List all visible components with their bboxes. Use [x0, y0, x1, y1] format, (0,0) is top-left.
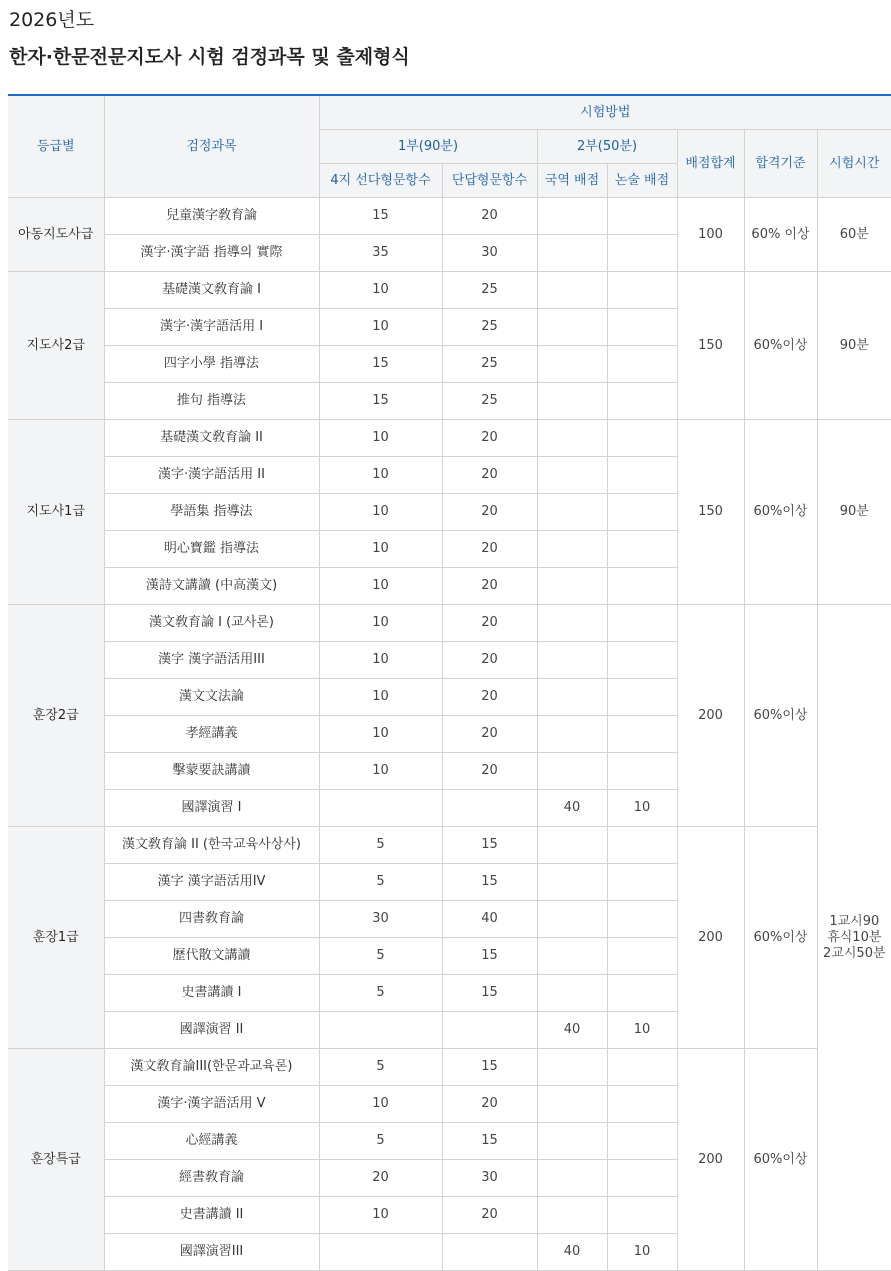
total-score-cell: 200 — [677, 1049, 744, 1271]
header-time: 시험시간 — [817, 130, 891, 198]
short-count-cell: 20 — [442, 642, 537, 679]
grade-cell: 훈장1급 — [8, 827, 104, 1049]
grade-cell: 지도사2급 — [8, 272, 104, 420]
subject-cell: 國譯演習 II — [104, 1012, 319, 1049]
pass-criteria-cell: 60%이상 — [744, 272, 817, 420]
translation-score-cell — [537, 975, 607, 1012]
short-count-cell: 20 — [442, 494, 537, 531]
mc-count-cell: 10 — [319, 716, 442, 753]
translation-score-cell: 40 — [537, 790, 607, 827]
subject-cell: 明心寶鑑 指導法 — [104, 531, 319, 568]
essay-score-cell — [607, 531, 677, 568]
mc-count-cell — [319, 790, 442, 827]
essay-score-cell — [607, 420, 677, 457]
mc-count-cell: 5 — [319, 864, 442, 901]
mc-count-cell: 5 — [319, 827, 442, 864]
subject-cell: 漢字·漢字語活用 V — [104, 1086, 319, 1123]
essay-score-cell — [607, 753, 677, 790]
mc-count-cell: 10 — [319, 272, 442, 309]
mc-count-cell: 5 — [319, 975, 442, 1012]
header-subject: 검정과목 — [104, 95, 319, 198]
header-essay: 논술 배점 — [607, 164, 677, 198]
translation-score-cell — [537, 827, 607, 864]
subject-cell: 基礎漢文敎育論 II — [104, 420, 319, 457]
short-count-cell: 20 — [442, 1086, 537, 1123]
short-count-cell — [442, 1012, 537, 1049]
exam-table-body — [8, 198, 891, 1271]
short-count-cell — [442, 790, 537, 827]
translation-score-cell — [537, 346, 607, 383]
translation-score-cell — [537, 1086, 607, 1123]
subject-cell: 心經講義 — [104, 1123, 319, 1160]
mc-count-cell: 10 — [319, 494, 442, 531]
essay-score-cell — [607, 716, 677, 753]
mc-count-cell: 15 — [319, 383, 442, 420]
table-row — [8, 827, 891, 864]
mc-count-cell: 30 — [319, 901, 442, 938]
mc-count-cell: 15 — [319, 346, 442, 383]
pass-criteria-cell: 60%이상 — [744, 827, 817, 1049]
subject-cell: 兒童漢字敎育論 — [104, 198, 319, 235]
short-count-cell — [442, 1234, 537, 1271]
translation-score-cell — [537, 1197, 607, 1234]
mc-count-cell: 5 — [319, 1049, 442, 1086]
subject-cell: 學語集 指導法 — [104, 494, 319, 531]
short-count-cell: 20 — [442, 1197, 537, 1234]
grade-cell: 지도사1급 — [8, 420, 104, 605]
translation-score-cell: 40 — [537, 1234, 607, 1271]
subject-cell: 推句 指導法 — [104, 383, 319, 420]
table-row — [8, 420, 891, 457]
exam-time-cell: 90분 — [817, 272, 891, 420]
short-count-cell: 25 — [442, 309, 537, 346]
short-count-cell: 30 — [442, 1160, 537, 1197]
subject-cell: 漢文敎育論 I (교사론) — [104, 605, 319, 642]
essay-score-cell — [607, 1086, 677, 1123]
mc-count-cell: 20 — [319, 1160, 442, 1197]
essay-score-cell: 10 — [607, 1234, 677, 1271]
total-score-cell: 200 — [677, 827, 744, 1049]
exam-time-cell: 60분 — [817, 198, 891, 272]
essay-score-cell: 10 — [607, 790, 677, 827]
table-row — [8, 605, 891, 642]
translation-score-cell — [537, 272, 607, 309]
essay-score-cell — [607, 864, 677, 901]
grade-cell: 아동지도사급 — [8, 198, 104, 272]
essay-score-cell — [607, 1160, 677, 1197]
mc-count-cell — [319, 1234, 442, 1271]
essay-score-cell — [607, 198, 677, 235]
mc-count-cell: 5 — [319, 1123, 442, 1160]
translation-score-cell — [537, 568, 607, 605]
short-count-cell: 15 — [442, 938, 537, 975]
translation-score-cell — [537, 901, 607, 938]
mc-count-cell: 15 — [319, 198, 442, 235]
total-score-cell: 150 — [677, 420, 744, 605]
translation-score-cell — [537, 457, 607, 494]
header-part2: 2부(50분) — [537, 130, 677, 164]
subject-cell: 漢字 漢字語活用IV — [104, 864, 319, 901]
translation-score-cell: 40 — [537, 1012, 607, 1049]
exam-time-shared-cell — [817, 605, 891, 1271]
essay-score-cell — [607, 901, 677, 938]
translation-score-cell — [537, 420, 607, 457]
essay-score-cell — [607, 975, 677, 1012]
mc-count-cell: 10 — [319, 605, 442, 642]
short-count-cell: 25 — [442, 346, 537, 383]
short-count-cell: 15 — [442, 975, 537, 1012]
subject-cell: 擊蒙要訣講讀 — [104, 753, 319, 790]
mc-count-cell: 10 — [319, 420, 442, 457]
short-count-cell: 25 — [442, 383, 537, 420]
mc-count-cell: 10 — [319, 531, 442, 568]
mc-count-cell: 35 — [319, 235, 442, 272]
total-score-cell: 100 — [677, 198, 744, 272]
short-count-cell: 15 — [442, 1123, 537, 1160]
mc-count-cell: 10 — [319, 753, 442, 790]
subject-cell: 漢字 漢字語活用III — [104, 642, 319, 679]
header-mc: 4지 선다형문항수 — [319, 164, 442, 198]
short-count-cell: 40 — [442, 901, 537, 938]
year-label: 2026년도 — [9, 5, 94, 32]
short-count-cell: 20 — [442, 198, 537, 235]
subject-cell: 經書敎育論 — [104, 1160, 319, 1197]
mc-count-cell: 10 — [319, 457, 442, 494]
short-count-cell: 20 — [442, 568, 537, 605]
essay-score-cell: 10 — [607, 1012, 677, 1049]
exam-time-cell: 90분 — [817, 420, 891, 605]
grade-cell: 훈장2급 — [8, 605, 104, 827]
subject-cell: 孝經講義 — [104, 716, 319, 753]
table-row — [8, 1049, 891, 1086]
pass-criteria-cell: 60%이상 — [744, 420, 817, 605]
subject-cell: 漢文敎育論III(한문과교육론) — [104, 1049, 319, 1086]
translation-score-cell — [537, 383, 607, 420]
table-row — [8, 272, 891, 309]
essay-score-cell — [607, 679, 677, 716]
short-count-cell: 20 — [442, 531, 537, 568]
total-score-cell: 200 — [677, 605, 744, 827]
subject-cell: 基礎漢文敎育論 I — [104, 272, 319, 309]
subject-cell: 歷代散文講讀 — [104, 938, 319, 975]
header-method: 시험방법 — [319, 95, 891, 130]
pass-criteria-cell: 60%이상 — [744, 605, 817, 827]
exam-time-line: 2교시50분 — [818, 946, 891, 962]
short-count-cell: 30 — [442, 235, 537, 272]
short-count-cell: 20 — [442, 716, 537, 753]
subject-cell: 國譯演習III — [104, 1234, 319, 1271]
essay-score-cell — [607, 1123, 677, 1160]
mc-count-cell: 10 — [319, 642, 442, 679]
essay-score-cell — [607, 457, 677, 494]
short-count-cell: 20 — [442, 679, 537, 716]
exam-time-line: 휴식10분 — [818, 930, 891, 946]
translation-score-cell — [537, 198, 607, 235]
essay-score-cell — [607, 383, 677, 420]
translation-score-cell — [537, 938, 607, 975]
pass-criteria-cell: 60% 이상 — [744, 198, 817, 272]
mc-count-cell: 10 — [319, 1086, 442, 1123]
mc-count-cell: 5 — [319, 938, 442, 975]
subject-cell: 四書敎育論 — [104, 901, 319, 938]
subject-cell: 漢詩文講讀 (中高漢文) — [104, 568, 319, 605]
table-row — [8, 198, 891, 235]
translation-score-cell — [537, 1160, 607, 1197]
subject-cell: 漢文文法論 — [104, 679, 319, 716]
header-short: 단답형문항수 — [442, 164, 537, 198]
essay-score-cell — [607, 938, 677, 975]
translation-score-cell — [537, 679, 607, 716]
translation-score-cell — [537, 1123, 607, 1160]
translation-score-cell — [537, 494, 607, 531]
subject-cell: 漢字·漢字語 指導의 實際 — [104, 235, 319, 272]
subject-cell: 史書講讀 I — [104, 975, 319, 1012]
grade-cell: 훈장특급 — [8, 1049, 104, 1271]
translation-score-cell — [537, 753, 607, 790]
translation-score-cell — [537, 1049, 607, 1086]
header-pass: 합격기준 — [744, 130, 817, 198]
translation-score-cell — [537, 309, 607, 346]
total-score-cell: 150 — [677, 272, 744, 420]
subject-cell: 漢字·漢字語活用 II — [104, 457, 319, 494]
mc-count-cell: 10 — [319, 568, 442, 605]
essay-score-cell — [607, 272, 677, 309]
essay-score-cell — [607, 235, 677, 272]
essay-score-cell — [607, 568, 677, 605]
essay-score-cell — [607, 827, 677, 864]
essay-score-cell — [607, 642, 677, 679]
mc-count-cell: 10 — [319, 679, 442, 716]
essay-score-cell — [607, 1049, 677, 1086]
short-count-cell: 15 — [442, 864, 537, 901]
subject-cell: 史書講讀 II — [104, 1197, 319, 1234]
mc-count-cell — [319, 1012, 442, 1049]
translation-score-cell — [537, 605, 607, 642]
short-count-cell: 20 — [442, 753, 537, 790]
subject-cell: 國譯演習 I — [104, 790, 319, 827]
subject-cell: 四字小學 指導法 — [104, 346, 319, 383]
translation-score-cell — [537, 235, 607, 272]
translation-score-cell — [537, 531, 607, 568]
page-title: 한자·한문전문지도사 시험 검정과목 및 출제형식 — [9, 42, 410, 69]
exam-time-line: 1교시90 — [818, 914, 891, 930]
short-count-cell: 20 — [442, 457, 537, 494]
mc-count-cell: 10 — [319, 309, 442, 346]
essay-score-cell — [607, 494, 677, 531]
subject-cell: 漢文敎育論 II (한국교육사상사) — [104, 827, 319, 864]
header-total: 배점합계 — [677, 130, 744, 198]
header-grade: 등급별 — [8, 95, 104, 198]
subject-cell: 漢字·漢字語活用 I — [104, 309, 319, 346]
pass-criteria-cell: 60%이상 — [744, 1049, 817, 1271]
essay-score-cell — [607, 1197, 677, 1234]
mc-count-cell: 10 — [319, 1197, 442, 1234]
short-count-cell: 20 — [442, 420, 537, 457]
translation-score-cell — [537, 716, 607, 753]
short-count-cell: 25 — [442, 272, 537, 309]
header-part1: 1부(90분) — [319, 130, 537, 164]
essay-score-cell — [607, 346, 677, 383]
exam-table — [8, 94, 891, 1271]
header-trans: 국역 배점 — [537, 164, 607, 198]
essay-score-cell — [607, 309, 677, 346]
short-count-cell: 15 — [442, 1049, 537, 1086]
short-count-cell: 20 — [442, 605, 537, 642]
translation-score-cell — [537, 642, 607, 679]
translation-score-cell — [537, 864, 607, 901]
essay-score-cell — [607, 605, 677, 642]
short-count-cell: 15 — [442, 827, 537, 864]
